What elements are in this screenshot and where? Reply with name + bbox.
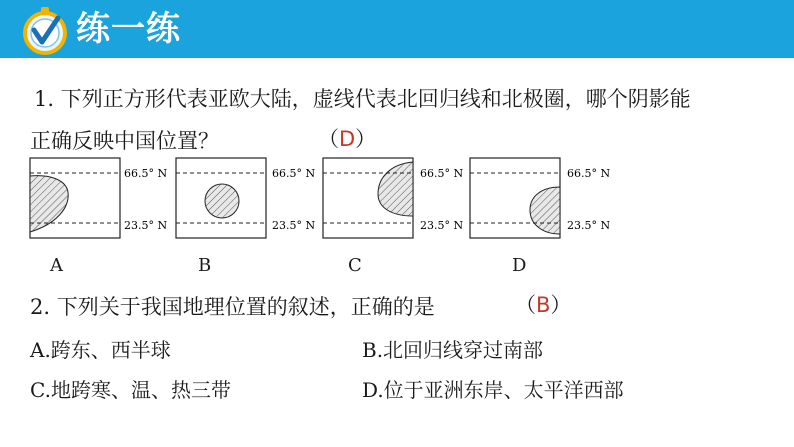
question-1-text: 正确反映中国位置？	[30, 129, 219, 153]
map-b	[176, 158, 315, 238]
map-a-lat-bottom: 23.5° N	[124, 219, 168, 232]
map-c-lat-top: 66.5° N	[420, 167, 464, 180]
map-d	[470, 158, 610, 238]
paren-close: ）	[355, 127, 377, 151]
map-a-lat-top: 66.5° N	[124, 167, 168, 180]
map-label-a: A	[50, 255, 63, 276]
question-2-stem: 2. 下列关于我国地理位置的叙述，正确的是	[30, 295, 435, 319]
paren-open: （	[515, 293, 536, 317]
question-1-answer: D	[339, 127, 356, 151]
map-label-b: B	[198, 255, 212, 276]
paren-open: （	[318, 127, 339, 151]
map-a	[30, 158, 167, 238]
map-d-lat-top: 66.5° N	[567, 167, 611, 180]
map-label-c: C	[348, 255, 362, 276]
compass-logo-icon	[18, 4, 72, 58]
option-c: C.地跨寒、温、热三带	[30, 378, 231, 402]
map-b-lat-bottom: 23.5° N	[272, 219, 316, 232]
map-diagrams	[0, 150, 794, 250]
map-c-lat-bottom: 23.5° N	[420, 219, 464, 232]
map-c	[323, 158, 463, 238]
map-label-d: D	[512, 255, 527, 276]
option-d: D.位于亚洲东岸、太平洋西部	[362, 378, 624, 402]
option-a: A.跨东、西半球	[30, 338, 171, 362]
question-1-line-1: 1. 下列正方形代表亚欧大陆，虚线代表北回归线和北极圈，哪个阴影能	[34, 87, 691, 111]
page-title: 练一练	[76, 9, 181, 49]
option-b: B.北回归线穿过南部	[362, 338, 544, 362]
paren-close: ）	[550, 293, 572, 317]
question-2-answer: B	[536, 293, 551, 317]
map-d-lat-bottom: 23.5° N	[567, 219, 611, 232]
question-2-answer-box	[515, 290, 571, 320]
map-b-lat-top: 66.5° N	[272, 167, 316, 180]
